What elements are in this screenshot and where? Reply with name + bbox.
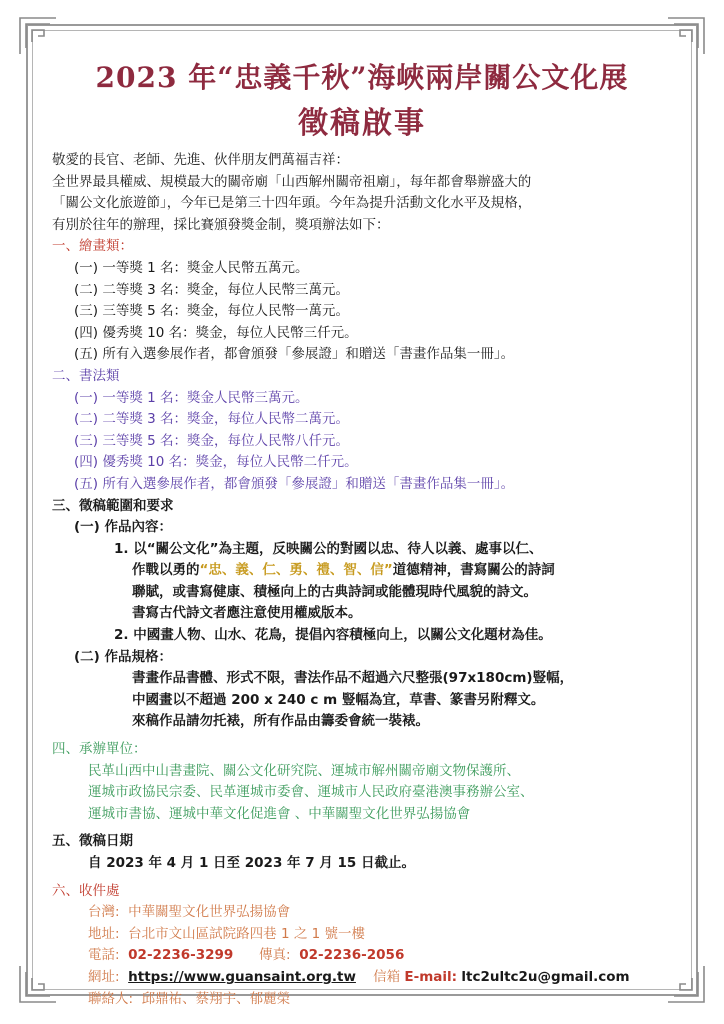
section-painting-heading: 一、繪畫類：	[52, 238, 133, 255]
web-label: 網址:	[88, 968, 120, 985]
receiver-org-line	[52, 902, 682, 924]
calligraphy-prize-item: (一) 一等獎 1 名：獎金人民幣三萬元。	[74, 389, 309, 406]
spec-line: 書畫作品書體、形式不限，書法作品不超過六尺整張(97x180cm)豎幅，	[132, 670, 574, 687]
email-link[interactable]: ltc2ultc2u@gmail.com	[461, 968, 630, 985]
address-line	[52, 924, 682, 946]
email-label: E-mail:	[404, 968, 458, 985]
calligraphy-prize-item: (四) 優秀獎 10 名：獎金，每位人民幣二仟元。	[74, 454, 358, 471]
section-dates-heading: 五、徵稿日期	[52, 833, 133, 850]
painting-prize-item: (三) 三等獎 5 名：獎金，每位人民幣一萬元。	[74, 303, 349, 320]
content-line: 聯賦，或書寫健康、積極向上的古典詩詞或能體現時代風貌的詩文。	[132, 583, 537, 600]
calligraphy-prize-item: (五) 所有入選參展作者，都會頒發「參展證」和贈送「書畫作品集一冊」。	[74, 475, 515, 492]
content-line: 2. 中國畫人物、山水、花鳥，提倡內容積極向上，以關公文化題材為佳。	[114, 627, 552, 644]
fax-label: 傳真:	[259, 947, 291, 964]
document-subtitle: 徵稿啟事	[298, 106, 426, 141]
painting-prize-item: (一) 一等獎 1 名：獎金人民幣五萬元。	[74, 259, 309, 276]
mailbox-label: 信箱	[373, 968, 401, 985]
intro-line: 敬愛的長官、老師、先進、伙伴朋友們萬福吉祥：	[52, 152, 349, 168]
contact-names: 邱鼎祐、蔡翔宇、郁麗榮	[141, 990, 291, 1007]
submission-dates: 自 2023 年 4 月 1 日至 2023 年 7 月 15 日截止。	[88, 855, 416, 871]
phone-label: 電話:	[88, 947, 120, 964]
fax-value: 02-2236-2056	[299, 947, 405, 964]
receiver-label: 台灣:	[88, 904, 120, 921]
content-line	[52, 560, 682, 582]
intro-line: 全世界最具權威、規模最大的關帝廟「山西解州關帝祖廟」，每年都會舉辦盛大的	[52, 173, 532, 190]
website-link[interactable]: https://www.guansaint.org.tw	[128, 968, 356, 985]
receiver-org: 中華關聖文化世界弘揚協會	[128, 904, 291, 921]
painting-prize-item: (四) 優秀獎 10 名：獎金，每位人民幣三仟元。	[74, 324, 358, 341]
content-line: 1. 以“關公文化”為主題，反映關公的對國以忠、待人以義、處事以仁、	[114, 540, 543, 557]
calligraphy-prize-item: (三) 三等獎 5 名：獎金，每位人民幣八仟元。	[74, 432, 349, 449]
web-email-line	[52, 967, 682, 989]
intro-line: 「關公文化旅遊節」，今年已是第三十四年頭。今年為提升活動文化水平及規格，	[52, 195, 532, 212]
contact-label: 聯絡人:	[88, 990, 134, 1007]
spec-subheading: (二) 作品規格：	[74, 648, 173, 665]
content-text: 道德精神，書寫關公的詩詞	[392, 562, 555, 579]
document-body	[52, 150, 682, 1010]
painting-prize-item: (二) 二等獎 3 名：獎金，每位人民幣三萬元。	[74, 281, 349, 298]
section-receiver-heading: 六、收件處	[52, 882, 120, 899]
address-value: 台北市文山區試院路四巷 1 之 1 號一樓	[128, 925, 365, 942]
content-line: 書寫古代詩文者應注意使用權威版本。	[132, 605, 362, 622]
calligraphy-prize-item: (二) 二等獎 3 名：獎金，每位人民幣二萬元。	[74, 411, 349, 428]
address-label: 地址:	[88, 925, 120, 942]
intro-line: 有別於往年的辦理，採比賽頒發獎金制，獎項辦法如下：	[52, 216, 390, 233]
virtues-text: “忠、義、仁、勇、禮、智、信”	[199, 562, 393, 579]
corner-ornament-icon	[666, 16, 706, 56]
spec-line: 中國畫以不超過 200 x 240 c m 豎幅為宜，草書、篆書另附釋文。	[132, 691, 545, 708]
section-calligraphy-heading: 二、書法類	[52, 367, 120, 384]
corner-ornament-icon	[18, 16, 58, 56]
contact-line	[52, 989, 682, 1011]
section-requirements-heading: 三、徵稿範圍和要求	[52, 497, 174, 514]
phone-value: 02-2236-3299	[128, 947, 234, 964]
document-title: 2023 年“忠義千秋”海峽兩岸關公文化展	[95, 61, 629, 94]
organizer-line: 運城市政協民宗委、民革運城市委會、運城市人民政府臺港澳事務辦公室、	[88, 784, 534, 801]
content-subheading: (一) 作品內容：	[74, 519, 173, 536]
painting-prize-item: (五) 所有入選參展作者，都會頒發「參展證」和贈送「書畫作品集一冊」。	[74, 346, 515, 363]
section-organizers-heading: 四、承辦單位：	[52, 741, 147, 758]
phone-fax-line	[52, 945, 682, 967]
content-text: 作戰以勇的	[132, 562, 200, 579]
spec-line: 來稿作品請勿托裱，所有作品由籌委會統一裝裱。	[132, 713, 429, 730]
organizer-line: 民革山西中山書畫院、關公文化研究院、運城市解州關帝廟文物保護所、	[88, 762, 520, 779]
organizer-line: 運城市書協、運城中華文化促進會 、中華關聖文化世界弘揚協會	[88, 805, 471, 822]
